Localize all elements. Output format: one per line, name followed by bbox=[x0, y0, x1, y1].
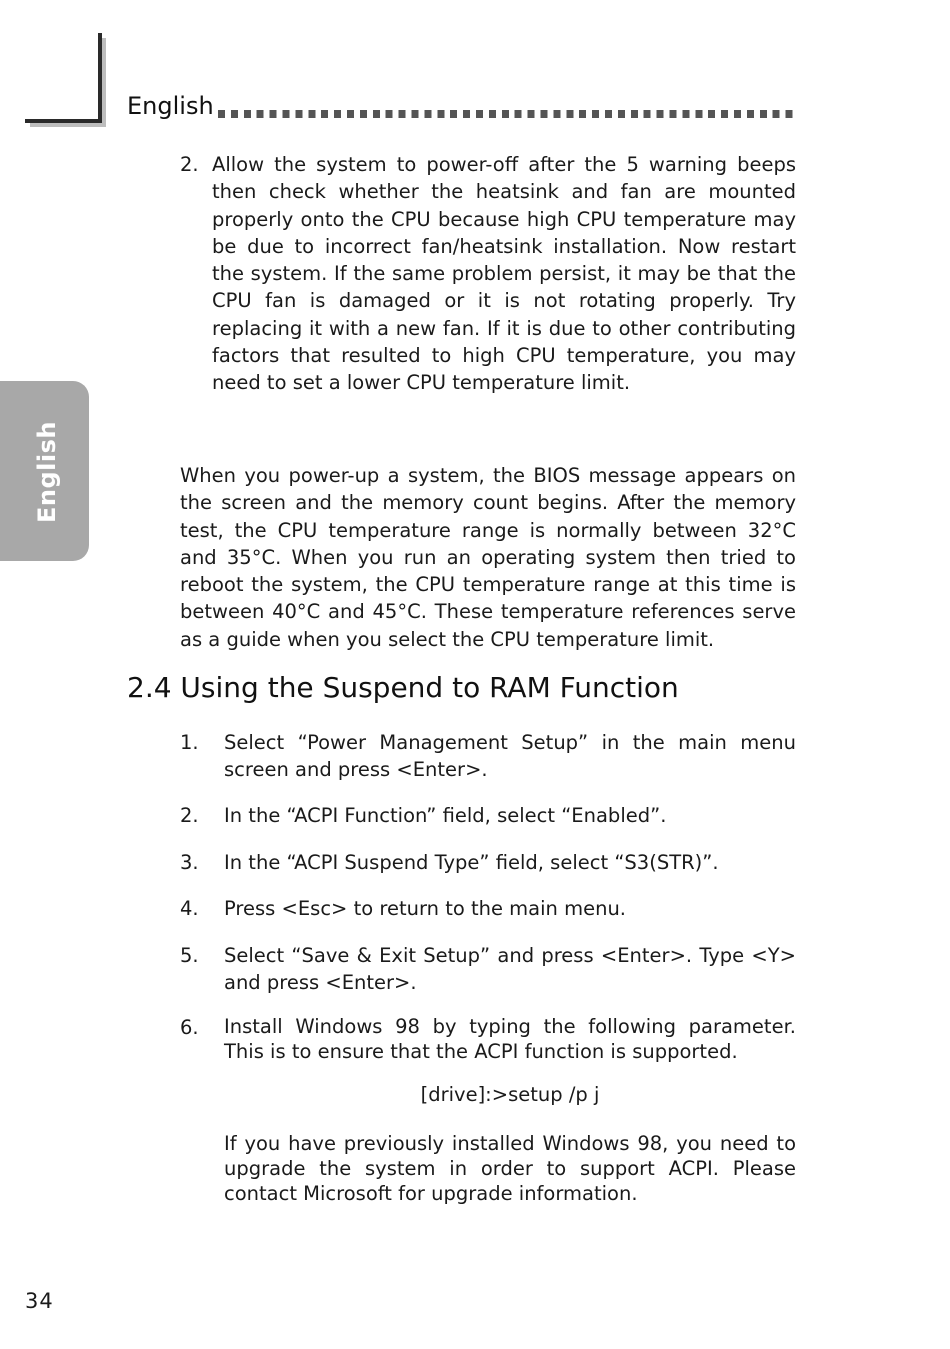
list-item-number: 2. bbox=[180, 153, 199, 176]
header-language-label: English bbox=[127, 92, 214, 120]
corner-mark-shadow bbox=[102, 38, 106, 126]
side-tab-label: English bbox=[33, 421, 61, 523]
step-text: In the “ACPI Function” field, select “Enabled”. bbox=[224, 804, 667, 827]
step-number: 1. bbox=[180, 731, 199, 754]
step-text: Install Windows 98 by typing the following parameter. This is to ensure that the ACPI function is supported. bbox=[224, 1015, 796, 1063]
list-item-text: Allow the system to power-off after the 5 warning beeps then check whether the heatsink and fan are mounted properly onto the CPU because high CPU temperature may be due to incorrect fan/heatsink installation. Now restart the system. If the same problem persist, it may be that the CPU fan is damaged or it is not rotating properly. Try replacing it with a new fan. If it is due to other contributing factors that resulted to high CPU temperature, you may need to set a lower CPU temperature limit. bbox=[212, 153, 796, 395]
corner-mark bbox=[25, 119, 102, 123]
step-number: 4. bbox=[180, 897, 199, 920]
step-text: Press <Esc> to return to the main menu. bbox=[224, 897, 626, 920]
page-number: 34 bbox=[25, 1289, 54, 1313]
section-heading: 2.4 Using the Suspend to RAM Function bbox=[127, 671, 679, 704]
step-text: Select “Power Management Setup” in the main menu screen and press <Enter>. bbox=[224, 731, 796, 782]
header-dotted-rule bbox=[218, 110, 796, 118]
corner-mark-shadow bbox=[30, 123, 106, 127]
step-text: Select “Save & Exit Setup” and press <Enter>. Type <Y> and press <Enter>. bbox=[224, 944, 796, 995]
step-number: 5. bbox=[180, 944, 199, 967]
body-paragraph: When you power-up a system, the BIOS message appears on the screen and the memory count begins. After the memory test, the CPU temperature range is normally between 32°C and 35°C. When you run an operating system then tried to reboot the system, the CPU temperature range at this time is between 40°C and 45°C. These temperature references serve as a guide when you select the CPU temperature limit. bbox=[180, 464, 796, 651]
corner-mark bbox=[98, 33, 102, 123]
step-number: 6. bbox=[180, 1016, 199, 1039]
step-number: 3. bbox=[180, 851, 199, 874]
note-paragraph: If you have previously installed Windows 98, you need to upgrade the system in order to support ACPI. Please contact Microsoft for upgrade information. bbox=[224, 1132, 796, 1205]
step-number: 2. bbox=[180, 804, 199, 827]
step-text: In the “ACPI Suspend Type” field, select “S3(STR)”. bbox=[224, 851, 719, 874]
setup-command: [drive]:>setup /p j bbox=[420, 1083, 600, 1106]
